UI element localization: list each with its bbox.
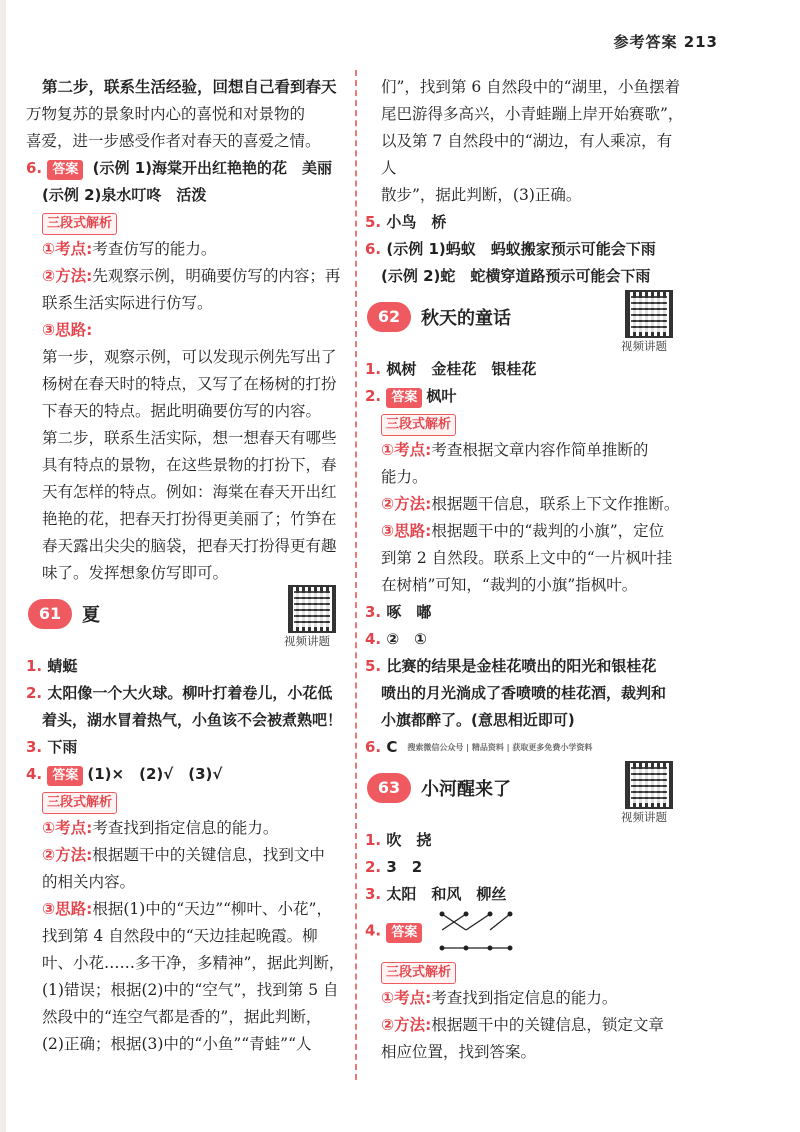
video-label: 视频讲题 (284, 634, 330, 648)
analysis-heading (365, 958, 687, 985)
label: ②方法: (42, 846, 93, 864)
question-3 (26, 734, 348, 761)
text-line: 春天露出尖尖的脑袋，把春天打扮得更有趣 (42, 537, 337, 555)
answer-text: ② ① (386, 630, 427, 648)
page-number: 213 (683, 33, 718, 51)
answer-text: 喷出的月光淌成了香喷喷的桂花酒，裁判和 (381, 684, 667, 702)
text: 考查仿写的能力。 (92, 240, 217, 258)
question-number: 5. (365, 657, 382, 675)
header-title: 参考答案 (613, 33, 678, 51)
answer-text: (示例 2)泉水叮咚 活泼 (42, 186, 207, 204)
text: 考查找到指定信息的能力。 (431, 989, 618, 1007)
question-number: 6. (365, 738, 382, 756)
question-2 (26, 680, 348, 707)
page-header (613, 31, 718, 52)
analysis-line (26, 317, 348, 344)
question-6 (26, 155, 348, 182)
answer-tag: 答案 (47, 766, 83, 786)
question-number: 6. (365, 240, 382, 258)
question-number: 1. (365, 360, 382, 378)
question-1 (26, 653, 348, 680)
text-line: 在树梢”可知，“裁判的小旗”指枫叶。 (381, 576, 638, 594)
answer-text: 枫树 金桂花 银桂花 (386, 360, 537, 378)
matching-lines-diagram (436, 908, 516, 954)
answer-text: 小鸟 桥 (386, 213, 447, 231)
question-5 (365, 653, 687, 680)
label: ①考点: (381, 989, 432, 1007)
lesson-title: 小河醒来了 (421, 779, 511, 800)
text-line: 下春天的特点。据此明确要仿写的内容。 (42, 402, 322, 420)
analysis-tag: 三段式解析 (381, 962, 456, 984)
lesson-number-badge: 63 (367, 773, 411, 803)
label: ②方法: (42, 267, 93, 285)
text: 考查找到指定信息的能力。 (92, 819, 279, 837)
answer-text: (示例 1)海棠开出红艳艳的花 美丽 (92, 159, 332, 177)
question-number: 4. (365, 630, 382, 648)
answer-text: 太阳像一个大火球。柳叶打着卷儿，小花低 (47, 684, 333, 702)
qr-code-icon[interactable] (625, 761, 673, 809)
lesson-62-heading (365, 298, 687, 353)
qr-code-icon[interactable] (288, 585, 336, 633)
answer-text: (1)× (2)√ (3)√ (87, 765, 223, 783)
text-line: (1)错误；根据(2)中的“空气”，找到第 5 自 (42, 981, 339, 999)
text-line: 万物复苏的景象时内心的喜悦和对景物的 (26, 105, 306, 123)
label: ②方法: (381, 495, 432, 513)
text: 根据题干中的关键信息，找到文中 (92, 846, 325, 864)
analysis-heading (365, 410, 687, 437)
text-line: 尾巴游得多高兴，小青蛙蹦上岸开始赛歌”， (381, 105, 684, 123)
question-4 (26, 761, 348, 788)
question-3 (365, 599, 687, 626)
question-2 (365, 854, 687, 881)
question-4 (365, 626, 687, 653)
analysis-line: 的相关内容。 (42, 873, 136, 891)
question-number: 3. (365, 603, 382, 621)
lesson-63-heading (365, 769, 687, 824)
answer-text: 吹 挠 (386, 831, 432, 849)
text: 考查根据文章内容作简单推断的 (431, 441, 649, 459)
analysis-heading (26, 788, 348, 815)
footnote: 搜索微信公众号 | 精品资料 | 获取更多免费小学资料 (407, 743, 593, 752)
question-4 (365, 908, 687, 958)
answer-tag: 答案 (386, 388, 422, 408)
text-line: 到第 2 自然段。联系上文中的“一片枫叶挂 (381, 549, 673, 567)
analysis-tag: 三段式解析 (381, 414, 456, 436)
label: ②方法: (381, 1016, 432, 1034)
text-line: 找到第 4 自然段中的“天边挂起晚霞。柳 (42, 927, 318, 945)
question-number: 5. (365, 213, 382, 231)
label: ③思路: (42, 900, 93, 918)
text-line: 叶、小花……多干净，多精神”，据此判断， (42, 954, 345, 972)
answer-text: 蜻蜓 (47, 657, 78, 675)
text-line: 以及第 7 自然段中的“湖边，有人乘凉，有人 (381, 132, 673, 177)
text-line: 第二步，联系生活经验，回想自己看到春天 (42, 78, 337, 96)
qr-code-icon[interactable] (625, 290, 673, 338)
text-line: (2)正确；根据(3)中的“小鱼”“青蛙”“人 (42, 1035, 312, 1053)
text-line: 散步”，据此判断，(3)正确。 (381, 186, 582, 204)
answer-text: 枫叶 (426, 387, 457, 405)
label: ③思路: (42, 321, 93, 339)
lesson-number-badge: 62 (367, 302, 411, 332)
answer-text: (示例 2)蛇 蛇横穿道路预示可能会下雨 (381, 267, 651, 285)
label: ①考点: (42, 819, 93, 837)
question-number: 2. (365, 387, 382, 405)
label: ③思路: (381, 522, 432, 540)
label: ①考点: (381, 441, 432, 459)
lesson-title: 秋天的童话 (421, 308, 511, 329)
text-line: 具有特点的景物，在这些景物的打扮下，春 (42, 456, 337, 474)
text-line: 第二步，联系生活实际，想一想春天有哪些 (42, 429, 337, 447)
analysis-line (365, 437, 687, 464)
left-column (26, 74, 348, 1058)
question-number: 3. (365, 885, 382, 903)
analysis-line (26, 236, 348, 263)
analysis-line (365, 491, 687, 518)
analysis-line: 相应位置，找到答案。 (381, 1043, 537, 1061)
text-line: 们”，找到第 6 自然段中的“湖里，小鱼摆着 (381, 78, 681, 96)
answer-tag: 答案 (47, 160, 83, 180)
question-number: 4. (365, 921, 382, 940)
text-line: 天有怎样的特点。例如：海棠在春天开出红 (42, 483, 337, 501)
answer-text: 着头，湖水冒着热气，小鱼该不会被煮熟吧！ (42, 711, 343, 729)
question-1 (365, 827, 687, 854)
analysis-heading (26, 209, 348, 236)
text-line: 杨树在春天时的特点，又写了在杨树的打扮 (42, 375, 337, 393)
analysis-line (26, 263, 348, 290)
text: 根据(1)中的“天边”“柳叶、小花”， (92, 900, 332, 918)
answer-text: 比赛的结果是金桂花喷出的阳光和银桂花 (386, 657, 657, 675)
question-3 (365, 881, 687, 908)
analysis-line (26, 842, 348, 869)
question-number: 4. (26, 765, 43, 783)
analysis-tag: 三段式解析 (42, 792, 117, 814)
answer-text: (示例 1)蚂蚁 蚂蚁搬家预示可能会下雨 (386, 240, 656, 258)
text-line: 第一步，观察示例，可以发现示例先写出了 (42, 348, 337, 366)
lesson-61-heading (26, 595, 348, 648)
question-2 (365, 383, 687, 410)
text-line: 然段中的“连空气都是香的”，据此判断， (42, 1008, 322, 1026)
video-label: 视频讲题 (621, 810, 667, 824)
question-number: 1. (365, 831, 382, 849)
answer-text: 啄 嘟 (386, 603, 432, 621)
text: 根据题干中的“裁判的小旗”，定位 (431, 522, 665, 540)
question-1 (365, 356, 687, 383)
analysis-line: 联系生活实际进行仿写。 (42, 294, 213, 312)
answer-text: 下雨 (47, 738, 78, 756)
question-6 (365, 236, 687, 263)
text: 先观察示例，明确要仿写的内容；再 (92, 267, 341, 285)
answer-text: 3 2 (386, 858, 423, 876)
analysis-line (26, 896, 348, 923)
text: 根据题干中的关键信息，锁定文章 (431, 1016, 664, 1034)
lesson-number-badge: 61 (28, 599, 72, 629)
text-line: 味了。发挥想象仿写即可。 (42, 564, 229, 582)
analysis-line (26, 815, 348, 842)
analysis-line (365, 518, 687, 545)
page-edge (0, 0, 6, 1132)
question-number: 1. (26, 657, 43, 675)
question-number: 6. (26, 159, 43, 177)
video-label: 视频讲题 (621, 339, 667, 353)
answer-text: C (386, 738, 398, 756)
label: ①考点: (42, 240, 93, 258)
column-divider (355, 70, 357, 1080)
question-number: 2. (26, 684, 43, 702)
text: 根据题干信息，联系上下文作推断。 (431, 495, 680, 513)
analysis-line (365, 1012, 687, 1039)
question-6 (365, 734, 687, 761)
answer-tag: 答案 (386, 923, 422, 943)
text-line: 艳艳的花，把春天打扮得更美丽了；竹笋在 (42, 510, 337, 528)
text-line: 喜爱，进一步感受作者对春天的喜爱之情。 (26, 132, 321, 150)
analysis-line (365, 985, 687, 1012)
question-number: 2. (365, 858, 382, 876)
answer-text: 小旗都醉了。(意思相近即可) (381, 711, 575, 729)
analysis-line: 能力。 (381, 468, 428, 486)
lesson-title: 夏 (82, 605, 100, 626)
question-5 (365, 209, 687, 236)
right-column (365, 74, 687, 1066)
answer-text: 太阳 和风 柳丝 (386, 885, 507, 903)
analysis-tag: 三段式解析 (42, 213, 117, 235)
question-number: 3. (26, 738, 43, 756)
